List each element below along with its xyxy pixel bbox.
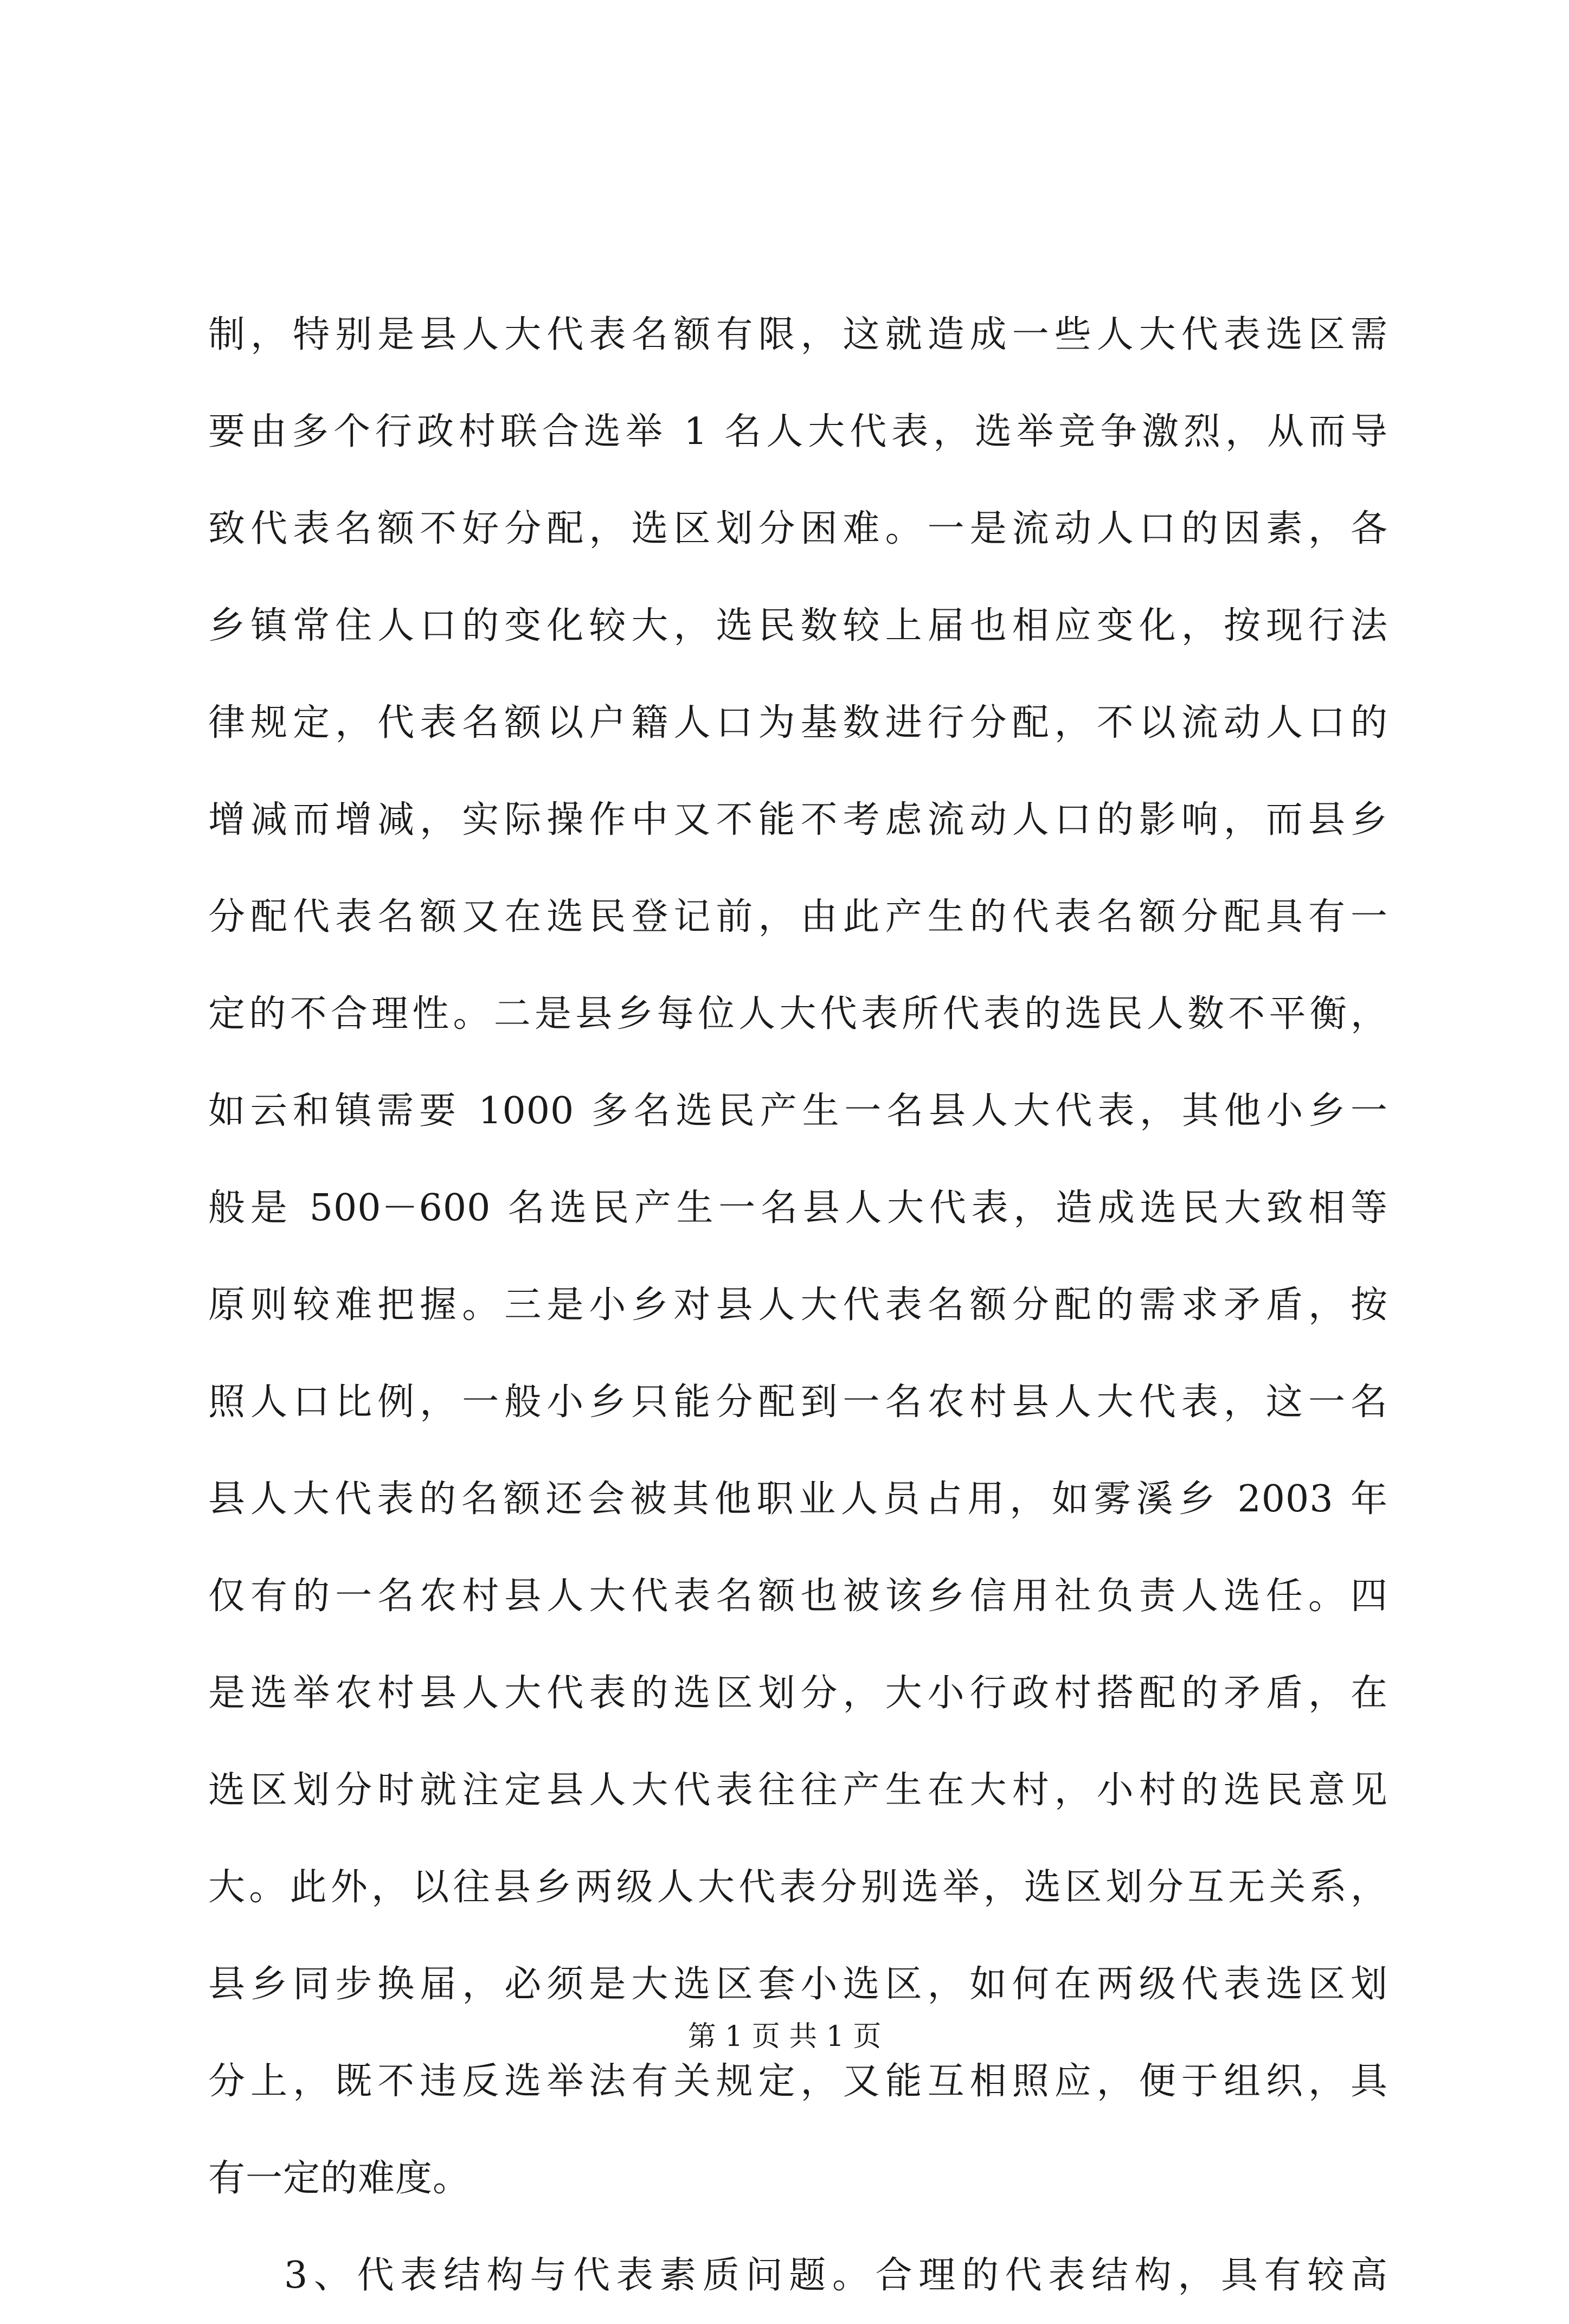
page-footer [0, 2018, 1569, 2056]
text-line: 律规定，代表名额以户籍人口为基数进行分配，不以流动人口的 [208, 701, 1388, 744]
text-line: 般是 500－600 名选民产生一名县人大代表，造成选民大致相等 [208, 1187, 1388, 1229]
text-line: 要由多个行政村联合选举 1 名人大代表，选举竞争激烈，从而导 [208, 410, 1388, 453]
text-line: 定的不合理性。二是县乡每位人大代表所代表的选民人数不平衡， [208, 993, 1388, 1035]
text-line: 致代表名额不好分配，选区划分困难。一是流动人口的因素，各 [208, 507, 1388, 550]
text-line: 照人口比例，一般小乡只能分配到一名农村县人大代表，这一名 [208, 1381, 1388, 1424]
text-line: 分上，既不违反选举法有关规定，又能互相照应，便于组织，具 [208, 2060, 1388, 2103]
paragraph-start-line: 3、代表结构与代表素质问题。合理的代表结构，具有较高 [284, 2254, 1388, 2297]
page-number: 第 1 页 共 1 页 [687, 2020, 882, 2053]
text-line: 大。此外，以往县乡两级人大代表分别选举，选区划分互无关系， [208, 1866, 1388, 1909]
text-line: 增减而增减，实际操作中又不能不考虑流动人口的影响，而县乡 [208, 799, 1388, 841]
text-line: 乡镇常住人口的变化较大，选民数较上届也相应变化，按现行法 [208, 604, 1388, 647]
text-line: 如云和镇需要 1000 多名选民产生一名县人大代表，其他小乡一 [208, 1090, 1388, 1132]
text-line-paragraph-end: 有一定的难度。 [208, 2157, 471, 2200]
text-line: 县人大代表的名额还会被其他职业人员占用，如雾溪乡 2003 年 [208, 1478, 1388, 1521]
text-line: 是选举农村县人大代表的选区划分，大小行政村搭配的矛盾，在 [208, 1672, 1388, 1715]
text-line: 分配代表名额又在选民登记前，由此产生的代表名额分配具有一 [208, 896, 1388, 938]
text-line: 原则较难把握。三是小乡对县人大代表名额分配的需求矛盾，按 [208, 1284, 1388, 1327]
text-line: 仅有的一名农村县人大代表名额也被该乡信用社负责人选任。四 [208, 1575, 1388, 1618]
text-line: 县乡同步换届，必须是大选区套小选区，如何在两级代表选区划 [208, 1963, 1388, 2006]
text-line: 制，特别是县人大代表名额有限，这就造成一些人大代表选区需 [208, 313, 1388, 356]
text-line: 选区划分时就注定县人大代表往往产生在大村，小村的选民意见 [208, 1769, 1388, 1812]
